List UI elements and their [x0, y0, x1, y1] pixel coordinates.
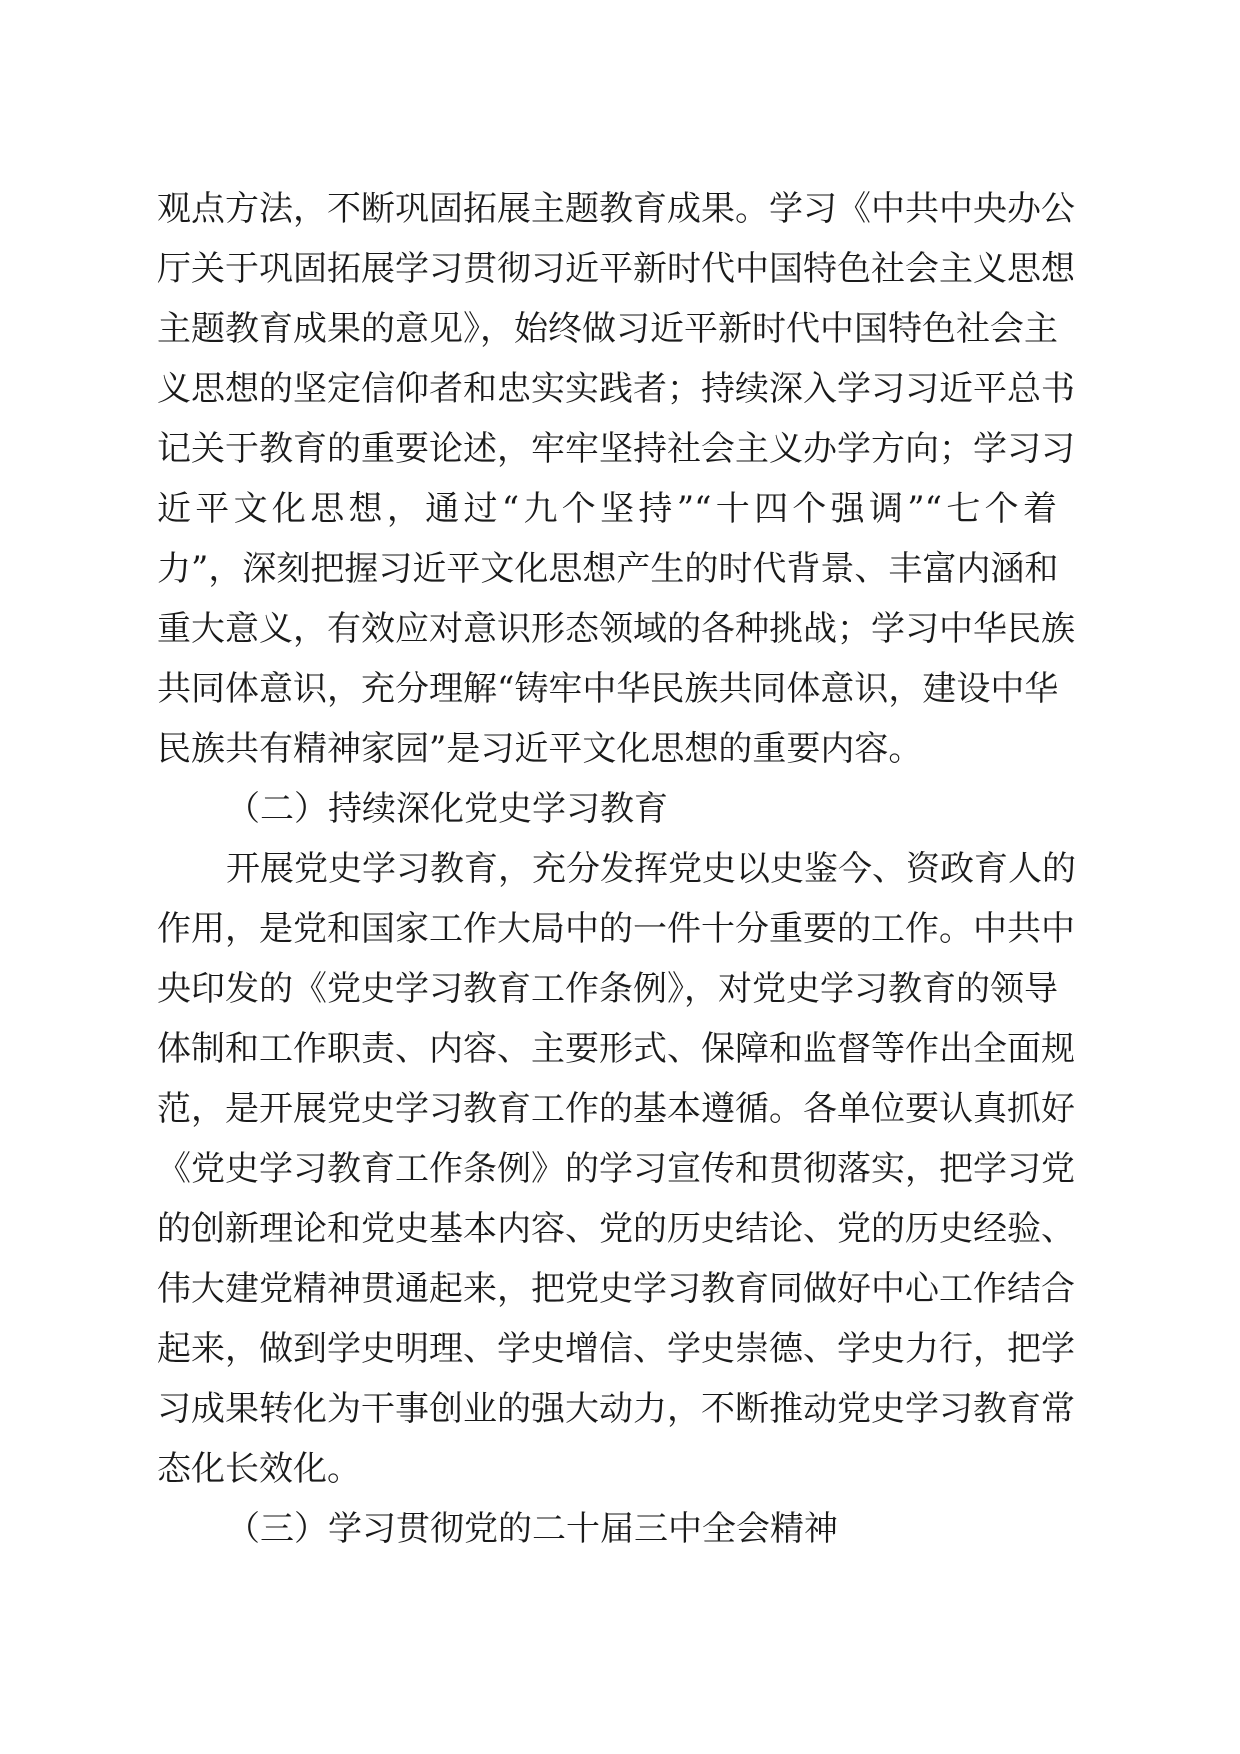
text-line: 《党史学习教育工作条例》的学习宣传和贯彻落实，把学习党	[157, 1149, 1075, 1189]
text-line: 共同体意识，充分理解“铸牢中华民族共同体意识，建设中华	[157, 669, 1059, 709]
text-line: 体制和工作职责、内容、主要形式、保障和监督等作出全面规	[157, 1029, 1075, 1069]
section-heading: （二）持续深化党史学习教育	[226, 789, 668, 829]
text-line: 主题教育成果的意见》，始终做习近平新时代中国特色社会主	[157, 309, 1058, 349]
text-line: 观点方法，不断巩固拓展主题教育成果。学习《中共中央办公	[157, 189, 1075, 229]
text-line: 起来，做到学史明理、学史增信、学史崇德、学史力行，把学	[157, 1329, 1075, 1369]
text-line: 的创新理论和党史基本内容、党的历史结论、党的历史经验、	[157, 1209, 1075, 1249]
text-line: 民族共有精神家园”是习近平文化思想的重要内容。	[157, 729, 923, 769]
text-line: 重大意义，有效应对意识形态领域的各种挑战；学习中华民族	[157, 609, 1075, 649]
text-line: 义思想的坚定信仰者和忠实实践者；持续深入学习习近平总书	[157, 369, 1075, 409]
text-line: 作用，是党和国家工作大局中的一件十分重要的工作。中共中	[157, 909, 1075, 949]
text-line: 习成果转化为干事创业的强大动力，不断推动党史学习教育常	[157, 1389, 1075, 1429]
text-line: 力”，深刻把握习近平文化思想产生的时代背景、丰富内涵和	[157, 549, 1059, 589]
text-line: 记关于教育的重要论述，牢牢坚持社会主义办学方向；学习习	[157, 429, 1075, 469]
text-line: 央印发的《党史学习教育工作条例》，对党史学习教育的领导	[157, 969, 1058, 1009]
text-line: 范，是开展党史学习教育工作的基本遵循。各单位要认真抓好	[157, 1089, 1075, 1129]
text-line: 伟大建党精神贯通起来，把党史学习教育同做好中心工作结合	[157, 1269, 1075, 1309]
text-line: 开展党史学习教育，充分发挥党史以史鉴今、资政育人的	[226, 849, 1076, 889]
text-line: 态化长效化。	[157, 1449, 361, 1489]
text-line: 厅关于巩固拓展学习贯彻习近平新时代中国特色社会主义思想	[157, 249, 1075, 289]
section-heading: （三）学习贯彻党的二十届三中全会精神	[226, 1509, 838, 1549]
text-line: 近平文化思想，通过“九个坚持”“十四个强调”“七个着	[157, 489, 1057, 529]
